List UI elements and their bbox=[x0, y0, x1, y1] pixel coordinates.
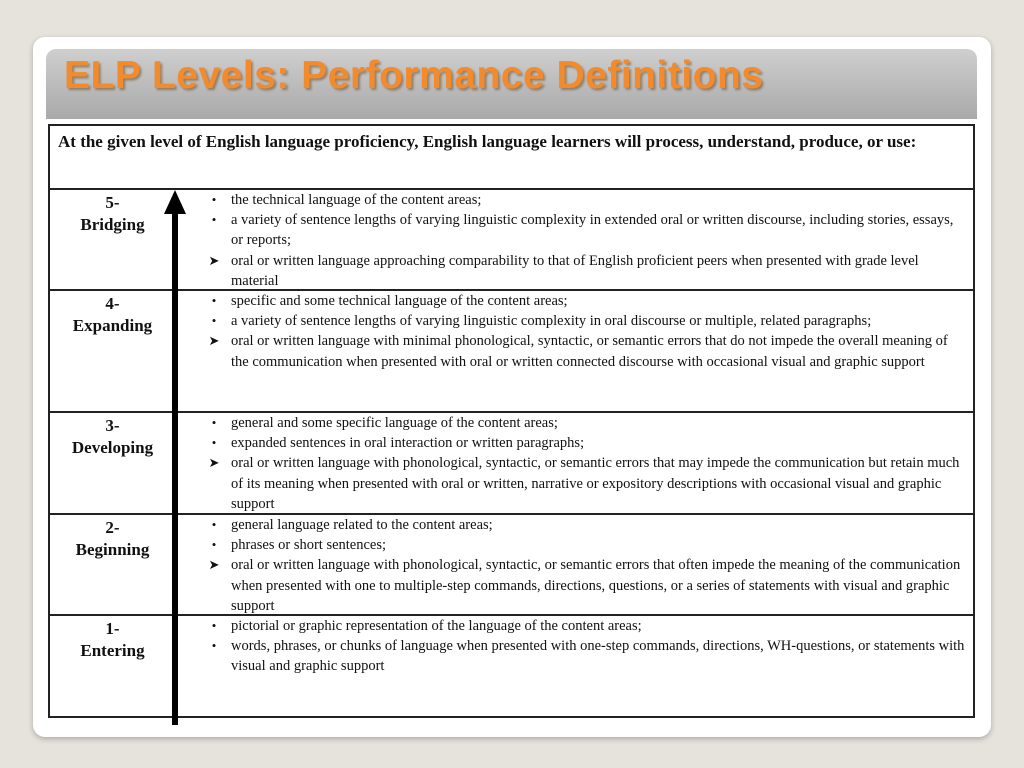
level-name: Beginning bbox=[75, 540, 150, 559]
arrowhead-bullet-icon: ➤ bbox=[208, 557, 220, 573]
level-number: 1- bbox=[105, 619, 120, 638]
arrowhead-bullet-icon: ➤ bbox=[208, 333, 220, 349]
descriptor-text: oral or written language with phonological, syntactic, or semantic errors that may impede the communication but retain much of its meaning when presented with oral or written, narrative or expository descriptions with occasional visual and graphic support bbox=[231, 455, 960, 512]
proficiency-arrow-shaft bbox=[172, 198, 178, 725]
descriptor-item bbox=[202, 433, 969, 453]
bullet-icon: • bbox=[211, 618, 217, 633]
descriptor-item bbox=[202, 515, 969, 535]
descriptor-text: oral or written language with phonological, syntactic, or semantic errors that often impede the meaning of the communication when presented with one to multiple-step commands, directions, questions, or a series of statements with visual and graphic support bbox=[231, 557, 961, 614]
proficiency-arrow-icon bbox=[164, 190, 186, 214]
descriptor-item bbox=[202, 311, 969, 331]
level-row-beginning bbox=[50, 515, 973, 616]
level-name: Expanding bbox=[72, 316, 153, 335]
bullet-icon: • bbox=[211, 638, 217, 654]
descriptor-text: general and some specific language of the content areas; bbox=[231, 415, 558, 431]
descriptor-text: general language related to the content areas; bbox=[231, 517, 493, 533]
descriptor-item bbox=[202, 636, 969, 676]
bullet-icon: • bbox=[211, 517, 217, 532]
bullet-icon: • bbox=[211, 212, 217, 228]
descriptor-item bbox=[202, 535, 969, 555]
descriptor-text: phrases or short sentences; bbox=[231, 537, 387, 554]
descriptor-text: a variety of sentence lengths of varying linguistic complexity in oral discourse or multiple, related paragraphs; bbox=[231, 313, 872, 330]
descriptor-item bbox=[202, 616, 969, 636]
level-row-bridging bbox=[50, 190, 973, 291]
performance-definitions-table bbox=[48, 124, 975, 718]
level-name: Entering bbox=[80, 641, 145, 660]
descriptor-text: a variety of sentence lengths of varying linguistic complexity in extended oral or written discourse, including stories, essays, or reports; bbox=[231, 212, 954, 249]
level-label bbox=[50, 415, 175, 459]
level-descriptors bbox=[202, 616, 969, 677]
arrowhead-bullet-icon: ➤ bbox=[208, 455, 220, 471]
level-label bbox=[50, 192, 175, 236]
level-descriptors bbox=[202, 413, 969, 514]
level-label bbox=[50, 293, 175, 337]
level-descriptors bbox=[202, 515, 969, 616]
descriptor-text: oral or written language approaching comparability to that of English proficient peers when presented with grade level material bbox=[231, 252, 919, 289]
level-label bbox=[50, 618, 175, 662]
level-name: Bridging bbox=[80, 215, 145, 234]
descriptor-item bbox=[202, 190, 969, 210]
descriptor-item bbox=[202, 331, 969, 371]
level-descriptors bbox=[202, 190, 969, 291]
descriptor-item bbox=[202, 291, 969, 311]
level-descriptors bbox=[202, 291, 969, 372]
descriptor-item bbox=[202, 453, 969, 514]
level-number: 5- bbox=[105, 193, 120, 212]
descriptor-item bbox=[202, 251, 969, 291]
bullet-icon: • bbox=[211, 415, 217, 430]
table-intro: At the given level of English language proficiency, English language learners will process, understand, produce, or use: bbox=[50, 126, 973, 190]
arrowhead-bullet-icon: ➤ bbox=[208, 252, 220, 268]
descriptor-text: the technical language of the content areas; bbox=[231, 192, 482, 208]
level-row-developing bbox=[50, 413, 973, 515]
level-row-expanding bbox=[50, 291, 973, 413]
level-row-entering bbox=[50, 616, 973, 716]
level-name: Developing bbox=[71, 438, 154, 457]
bullet-icon: • bbox=[211, 537, 217, 553]
descriptor-text: pictorial or graphic representation of the language of the content areas; bbox=[231, 618, 642, 634]
descriptor-text: specific and some technical language of the content areas; bbox=[231, 293, 568, 309]
descriptor-text: oral or written language with minimal phonological, syntactic, or semantic errors that do not impede the overall meaning of the communication when presented with oral or written connected discourse with occasional visual and graphic support bbox=[231, 333, 948, 370]
descriptor-item bbox=[202, 210, 969, 250]
bullet-icon: • bbox=[211, 293, 217, 308]
level-number: 2- bbox=[105, 518, 120, 537]
level-number: 3- bbox=[105, 416, 120, 435]
level-number: 4- bbox=[105, 294, 120, 313]
level-label bbox=[50, 517, 175, 561]
descriptor-item bbox=[202, 413, 969, 433]
descriptor-item bbox=[202, 555, 969, 616]
descriptor-text: words, phrases, or chunks of language when presented with one-step commands, directions, WH-questions, or statements with visual and graphic support bbox=[231, 638, 965, 675]
descriptor-text: expanded sentences in oral interaction or written paragraphs; bbox=[231, 435, 585, 452]
bullet-icon: • bbox=[211, 313, 217, 329]
bullet-icon: • bbox=[211, 435, 217, 451]
bullet-icon: • bbox=[211, 192, 217, 207]
slide-title: ELP Levels: Performance Definitions bbox=[64, 54, 764, 97]
